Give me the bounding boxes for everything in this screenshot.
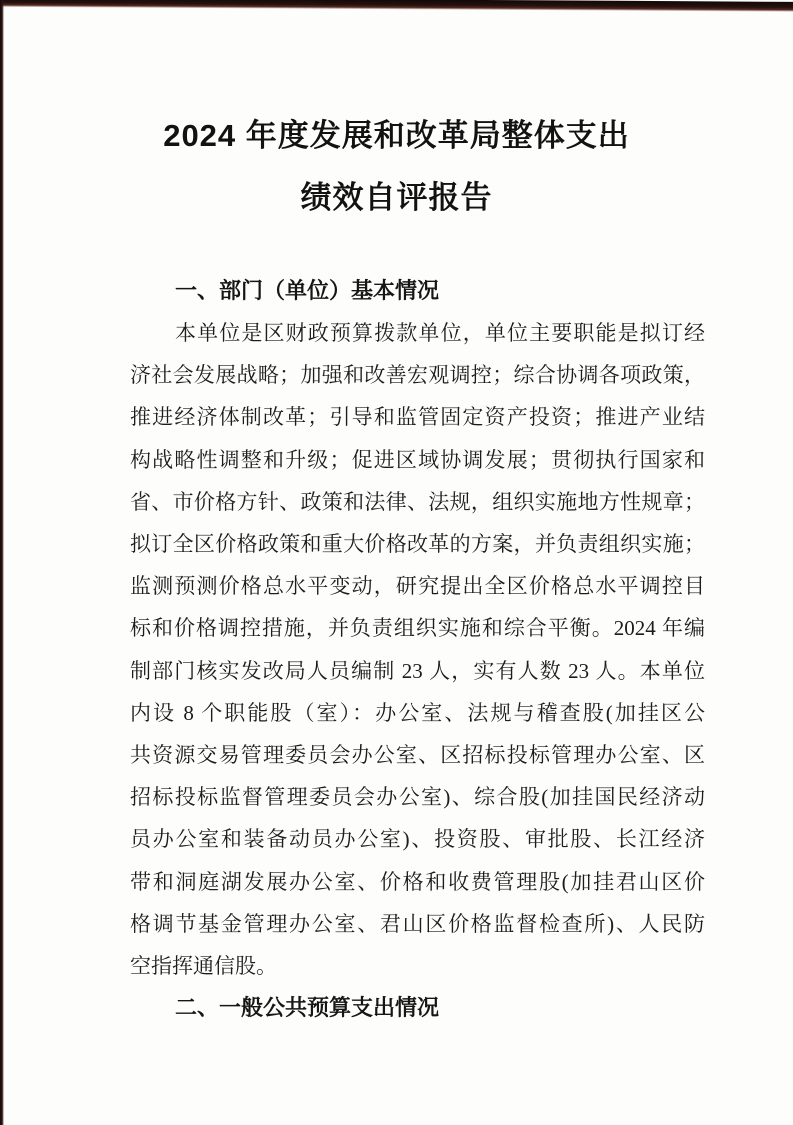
paragraph-line: 构战略性调整和升级；促进区域协调发展；贯彻执行国家和 (130, 447, 705, 472)
paragraph-line: 标和价格调控措施，并负责组织实施和综合平衡。2024 年编 (130, 616, 705, 641)
paragraph-line: 空指挥通信股。 (130, 954, 277, 979)
document-title-line-2: 绩效自评报告 (300, 180, 493, 215)
paragraph-line: 共资源交易管理委员会办公室、区招标投标管理办公室、区 (130, 743, 705, 768)
section-heading-2: 二、一般公共预算支出情况 (175, 995, 440, 1021)
paragraph-line: 内设 8 个职能股（室）：办公室、法规与稽查股(加挂区公 (130, 700, 705, 725)
paragraph-line: 格调节基金管理办公室、君山区价格监督检查所)、人民防 (130, 911, 705, 936)
paragraph-line: 带和洞庭湖发展办公室、价格和收费管理股(加挂君山区价 (130, 869, 705, 894)
paragraph-line: 省、市价格方针、政策和法律、法规，组织实施地方性规章； (130, 489, 705, 514)
paragraph-line: 招标投标监督管理委员会办公室)、综合股(加挂国民经济动 (130, 785, 705, 810)
paragraph-line: 推进经济体制改革；引导和监管固定资产投资；推进产业结 (130, 405, 705, 430)
paragraph-line: 监测预测价格总水平变动，研究提出全区价格总水平调控目 (130, 574, 705, 599)
document-title-line-1: 2024 年度发展和改革局整体支出 (163, 118, 630, 153)
document-body (130, 270, 705, 1029)
document-title (0, 105, 793, 229)
section-heading-1: 一、部门（单位）基本情况 (175, 278, 440, 303)
paragraph-line: 员办公室和装备动员办公室)、投资股、审批股、长江经济 (130, 827, 705, 852)
scan-artifact-top-edge (0, 0, 793, 12)
paragraph-line: 本单位是区财政预算拨款单位，单位主要职能是拟订经 (175, 321, 705, 345)
paragraph-line: 拟订全区价格政策和重大价格改革的方案，并负责组织实施； (130, 532, 705, 557)
section-1-paragraph (130, 312, 705, 987)
paragraph-line: 制部门核实发改局人员编制 23 人，实有人数 23 人。本单位 (130, 658, 705, 683)
paragraph-line: 济社会发展战略；加强和改善宏观调控；综合协调各项政策， (130, 363, 705, 388)
